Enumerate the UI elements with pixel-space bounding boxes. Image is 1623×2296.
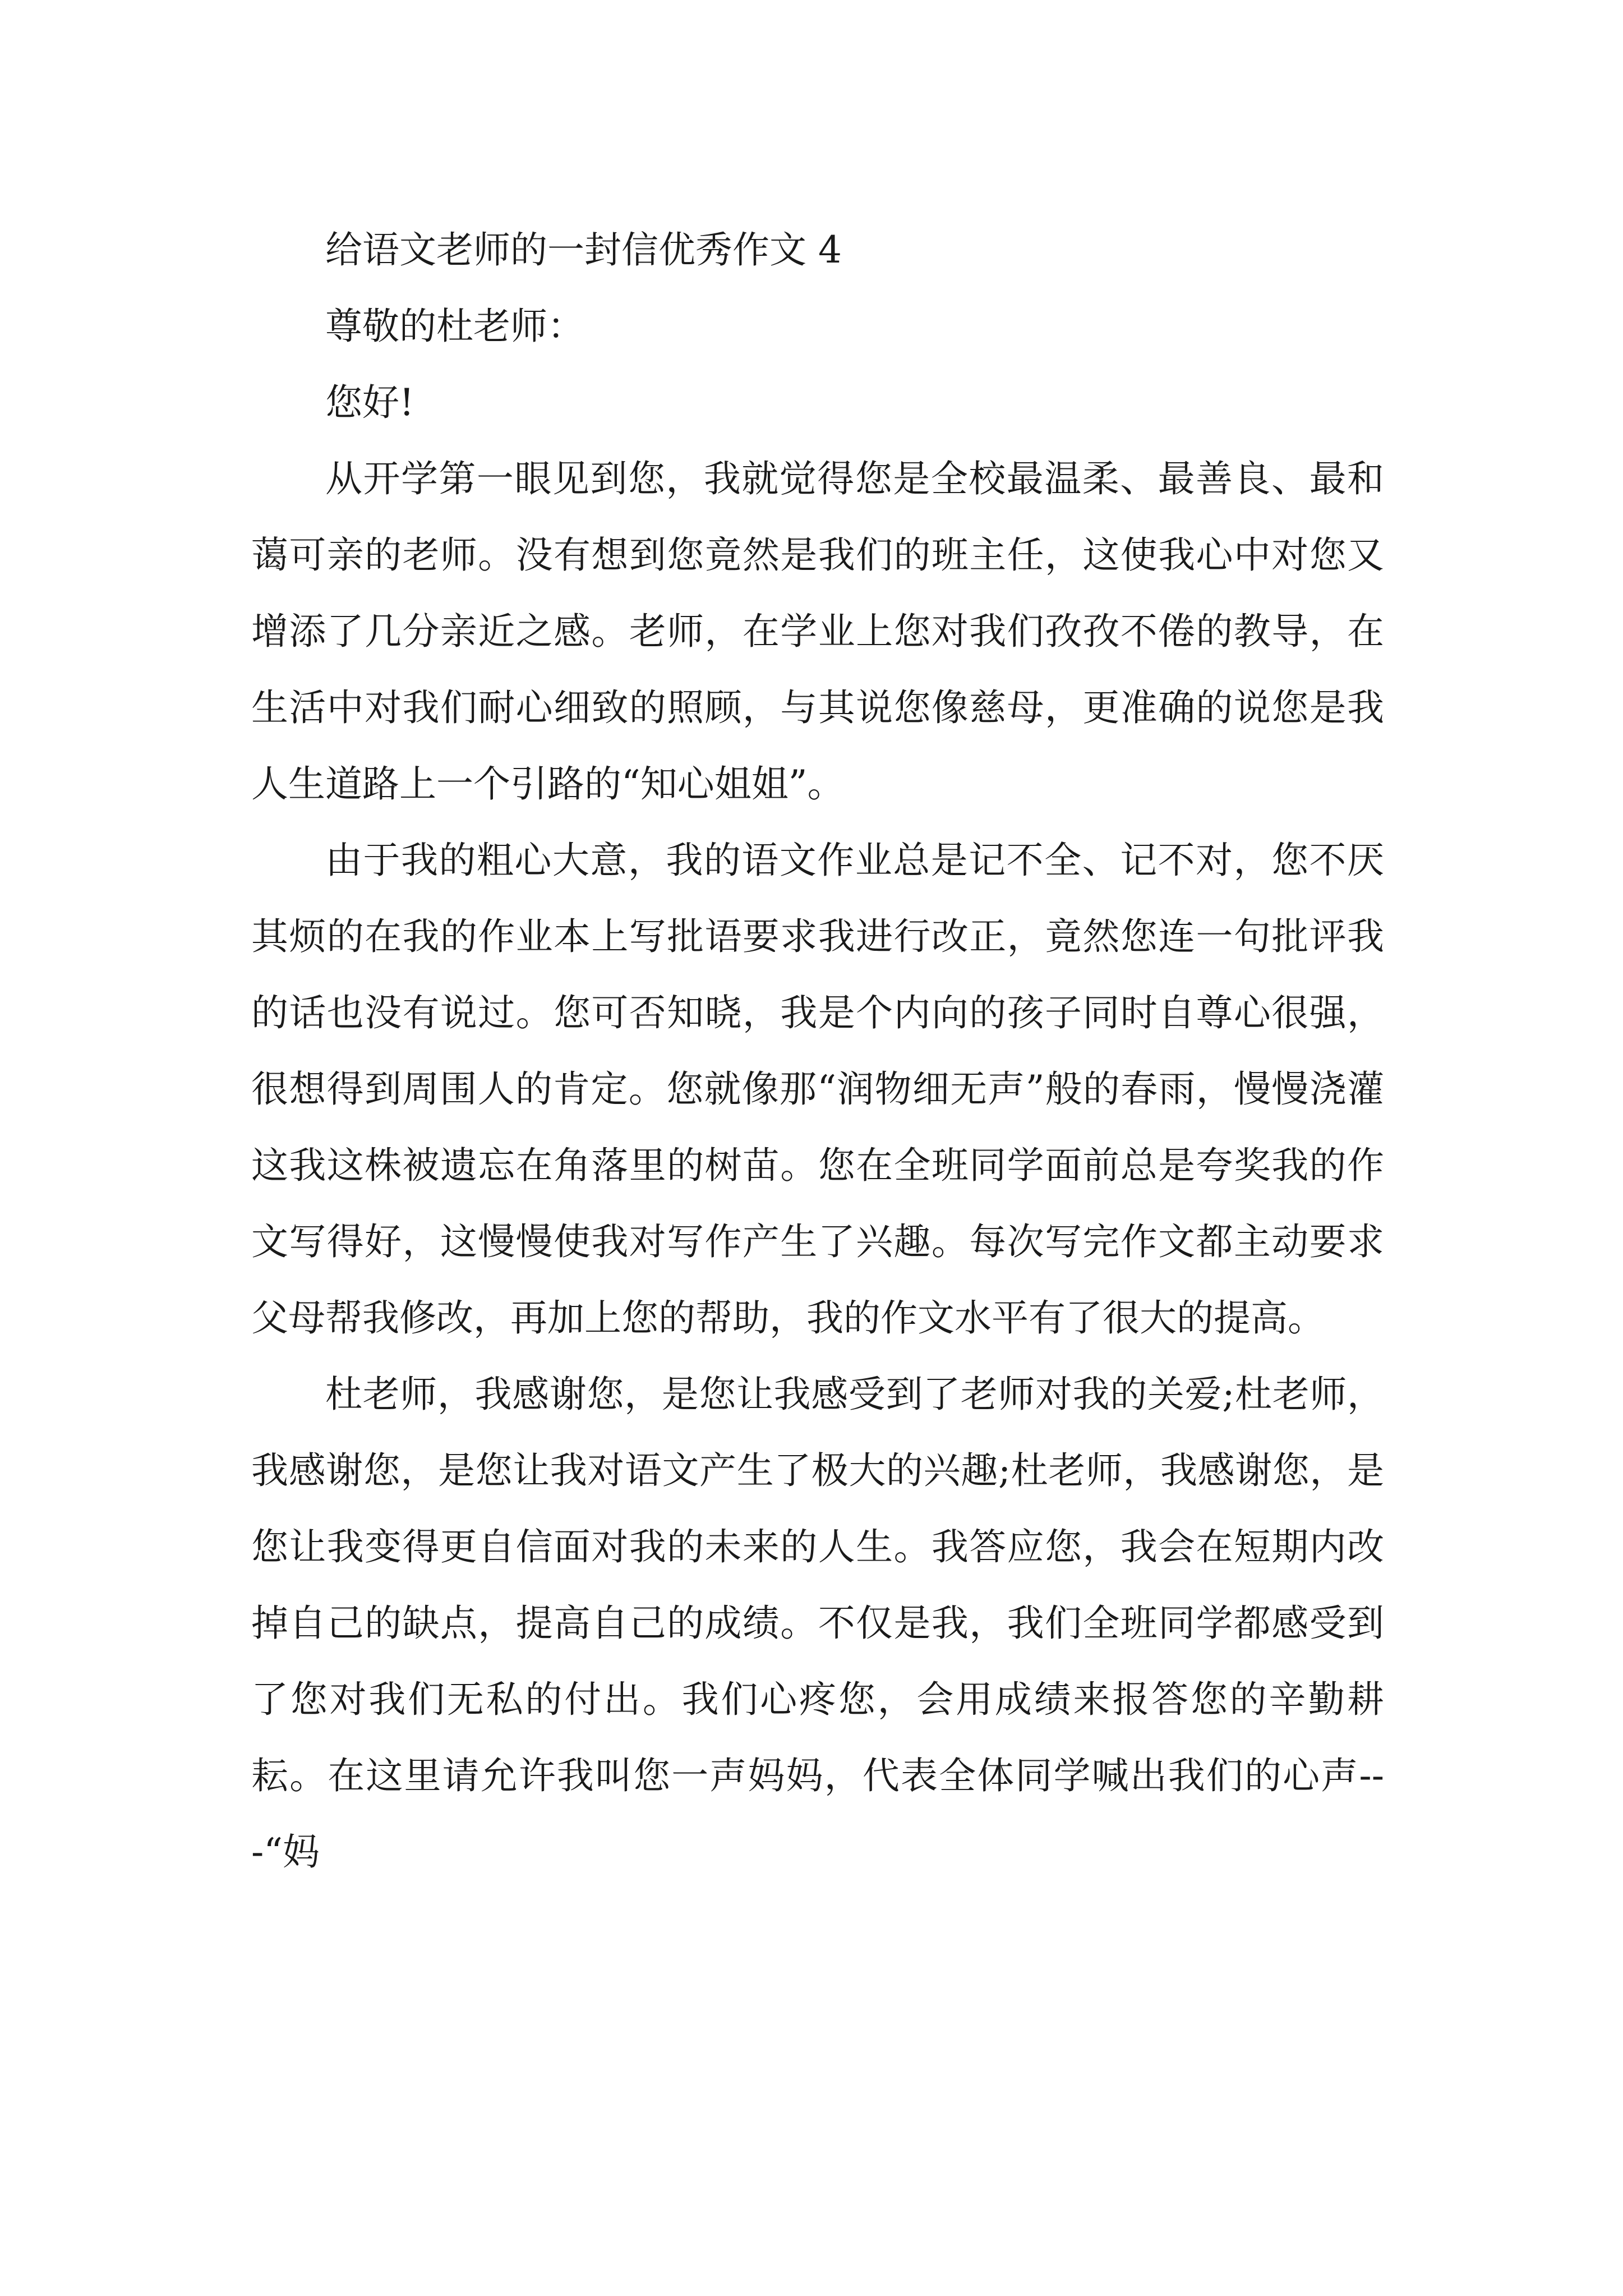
paragraph-2: 由于我的粗心大意，我的语文作业总是记不全、记不对，您不厌其烦的在我的作业本上写批语要求我进行改正，竟然您连一句批评我的话也没有说过。您可否知晓，我是个内向的孩子同时自尊心很强，很想得到周围人的肯定。您就像那“润物细无声”般的春雨，慢慢浇灌这我这株被遗忘在角落里的树苗。您在全班同学面前总是夸奖我的作文写得好，这慢慢使我对写作产生了兴趣。每次写完作文都主动要求父母帮我修改，再加上您的帮助，我的作文水平有了很大的提高。	[251, 839, 1384, 1340]
paragraph-1: 从开学第一眼见到您，我就觉得您是全校最温柔、最善良、最和蔼可亲的老师。没有想到您竟然是我们的班主任，这使我心中对您又增添了几分亲近之感。老师，在学业上您对我们孜孜不倦的教导，在生活中对我们耐心细致的照顾，与其说您像慈母，更准确的说您是我人生道路上一个引路的“知心姐姐”。	[251, 457, 1384, 806]
letter-body	[251, 212, 1384, 1890]
greeting: 您好!	[325, 381, 414, 424]
document-title: 给语文老师的一封信优秀作文 4	[325, 228, 842, 272]
salutation: 尊敬的杜老师：	[325, 305, 584, 348]
paragraph-3: 杜老师，我感谢您，是您让我感受到了老师对我的关爱;杜老师，我感谢您，是您让我对语文产生了极大的兴趣;杜老师，我感谢您，是您让我变得更自信面对我的未来的人生。我答应您，我会在短期内改掉自己的缺点，提高自己的成绩。不仅是我，我们全班同学都感受到了您对我们无私的付出。我们心疼您，会用成绩来报答您的辛勤耕耘。在这里请允许我叫您一声妈妈，代表全体同学喊出我们的心声---“妈	[251, 1373, 1384, 1874]
